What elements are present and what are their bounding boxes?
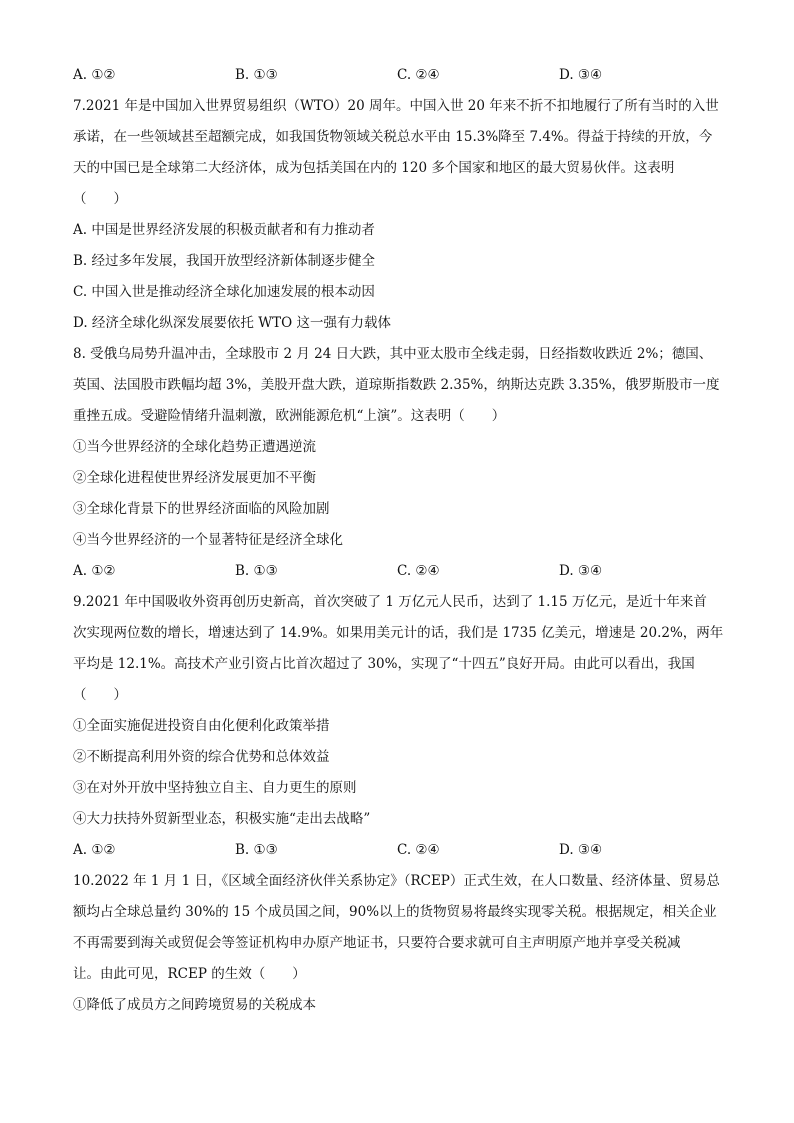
answer-options-row	[73, 560, 723, 591]
answer-option: A. ①②	[73, 67, 116, 83]
answer-option: D. ③④	[559, 842, 603, 858]
text-line: ①降低了成员方之间跨境贸易的关税成本	[73, 997, 316, 1013]
text-line: 重挫五成。受避险情绪升温刺激，欧洲能源危机“上演”。这表明（ ）	[73, 408, 506, 424]
text-line: （ ）	[73, 687, 127, 703]
answer-option: A. ①②	[73, 563, 116, 579]
text-line: 承诺，在一些领域甚至超额完成，如我国货物领域关税总水平由 15.3%降至 7.4%。得益于持续的开放，今	[73, 129, 713, 145]
text-line: 10.2022 年 1 月 1 日，《区域全面经济伙伴关系协定》（RCEP）正式生效，在人口数量、经济体量、贸易总	[73, 873, 720, 889]
text-line: 9.2021 年中国吸收外资再创历史新高，首次突破了 1 万亿元人民币，达到了 1.15 万亿元，是近十年来首	[73, 594, 707, 610]
answer-options-row	[73, 839, 723, 870]
answer-option: C. ②④	[397, 67, 440, 83]
text-line: ①当今世界经济的全球化趋势正遭遇逆流	[73, 439, 316, 455]
text-line: 8. 受俄乌局势升温冲击，全球股市 2 月 24 日大跌，其中亚太股市全线走弱，日经指数收跌近 2%；德国、	[73, 346, 713, 362]
answer-option: C. ②④	[397, 563, 440, 579]
text-line: 不再需要到海关或贸促会等签证机构申办原产地证书，只要符合要求就可自主声明原产地并享受关税减	[73, 935, 681, 951]
text-line: D. 经济全球化纵深发展要依托 WTO 这一强有力载体	[73, 315, 391, 331]
text-line: 让。由此可见，RCEP 的生效（ ）	[73, 966, 306, 982]
text-line: C. 中国入世是推动经济全球化加速发展的根本动因	[73, 284, 375, 300]
answer-option: B. ①③	[235, 842, 278, 858]
text-line: A. 中国是世界经济发展的积极贡献者和有力推动者	[73, 222, 375, 238]
text-line: ③全球化背景下的世界经济面临的风险加剧	[73, 501, 330, 517]
text-line: ③在对外开放中坚持独立自主、自力更生的原则	[73, 780, 357, 796]
answer-option: C. ②④	[397, 842, 440, 858]
text-line: ④大力扶持外贸新型业态，积极实施“走出去战略”	[73, 811, 371, 827]
text-line: 额均占全球总量约 30%的 15 个成员国之间，90%以上的货物贸易将最终实现零关税。根据规定，相关企业	[73, 904, 717, 920]
answer-options-row	[73, 64, 723, 95]
text-line: 7.2021 年是中国加入世界贸易组织（WTO）20 周年。中国入世 20 年来不折不扣地履行了所有当时的入世	[73, 98, 719, 114]
text-line: ④当今世界经济的一个显著特征是经济全球化	[73, 532, 343, 548]
text-line: ②全球化进程使世界经济发展更加不平衡	[73, 470, 316, 486]
answer-option: A. ①②	[73, 842, 116, 858]
text-line: 天的中国已是全球第二大经济体，成为包括美国在内的 120 多个国家和地区的最大贸易伙伴。这表明	[73, 160, 675, 176]
answer-option: D. ③④	[559, 563, 603, 579]
text-line: ②不断提高利用外资的综合优势和总体效益	[73, 749, 330, 765]
answer-option: D. ③④	[559, 67, 603, 83]
text-line: 平均是 12.1%。高技术产业引资占比首次超过了 30%，实现了“十四五”良好开局。由此可以看出，我国	[73, 656, 695, 672]
text-line: 次实现两位数的增长，增速达到了 14.9%。如果用美元计的话，我们是 1735 亿美元，增速是 20.2%，两年	[73, 625, 724, 641]
text-line: （ ）	[73, 191, 127, 207]
answer-option: B. ①③	[235, 563, 278, 579]
text-line: ①全面实施促进投资自由化便利化政策举措	[73, 718, 330, 734]
answer-option: B. ①③	[235, 67, 278, 83]
text-line: 英国、法国股市跌幅均超 3%，美股开盘大跌，道琼斯指数跌 2.35%，纳斯达克跌 3.35%，俄罗斯股市一度	[73, 377, 720, 393]
document-content	[73, 64, 723, 1025]
text-line: B. 经过多年发展，我国开放型经济新体制逐步健全	[73, 253, 376, 269]
